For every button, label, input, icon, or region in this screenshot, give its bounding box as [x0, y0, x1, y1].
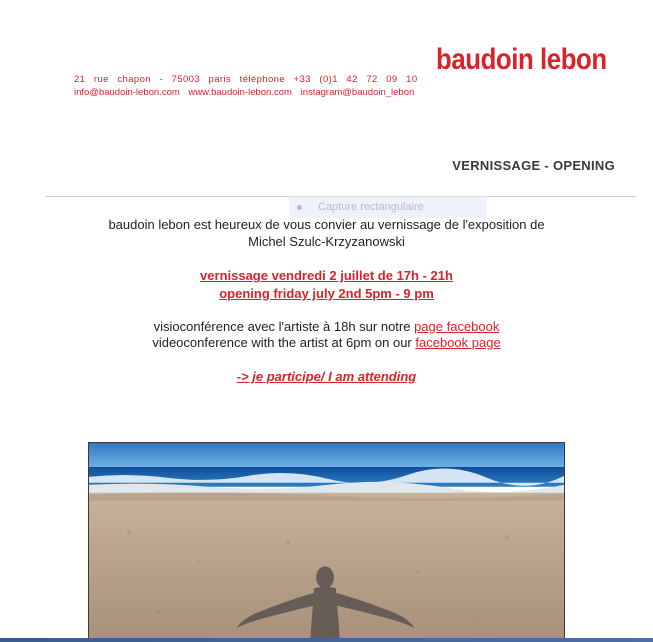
visio-en: [0, 335, 653, 351]
website-link[interactable]: www.baudoin-lebon.com: [188, 87, 292, 98]
rsvp-link[interactable]: -> je participe/ I am attending: [236, 369, 417, 384]
brand-logo: baudoin lebon: [436, 43, 607, 76]
opening-en-text: opening friday july 2nd 5pm - 9 pm: [219, 286, 434, 301]
beach-shadow-image: [89, 443, 564, 642]
contact-line: [74, 87, 420, 98]
visio-fr-text: visioconférence avec l'artiste à 18h sur notre: [153, 319, 415, 334]
visio-en-text: videoconference with the artist at 6pm on our: [152, 335, 416, 350]
facebook-page-link-en[interactable]: facebook page: [415, 335, 501, 350]
rsvp: [0, 369, 653, 385]
address-line: 21 rue chapon - 75003 paris téléphone +33 (0)1 42 72 09 10: [74, 74, 418, 85]
artist-name: Michel Szulc-Krzyzanowski: [248, 234, 405, 249]
opening-fr-text: vernissage vendredi 2 juillet de 17h - 21h: [200, 268, 453, 283]
opening-fr: [0, 268, 653, 284]
invite-text-line1: baudoin lebon est heureux de vous convier au vernissage de l'exposition de: [108, 217, 545, 232]
capture-tooltip-ghost: [289, 196, 487, 218]
capture-label: Capture rectangulaire: [318, 201, 424, 213]
page-heading: VERNISSAGE - OPENING: [452, 158, 615, 173]
window-bottom-edge: [0, 638, 653, 642]
email-link[interactable]: info@baudoin-lebon.com: [74, 87, 180, 98]
capture-dot-icon: [297, 205, 302, 210]
instagram-link[interactable]: instagram@baudoin_lebon: [300, 87, 415, 98]
exhibition-photo: [88, 442, 565, 642]
visio-fr: [0, 319, 653, 335]
facebook-page-link-fr[interactable]: page facebook: [414, 319, 500, 334]
opening-en: [0, 286, 653, 302]
